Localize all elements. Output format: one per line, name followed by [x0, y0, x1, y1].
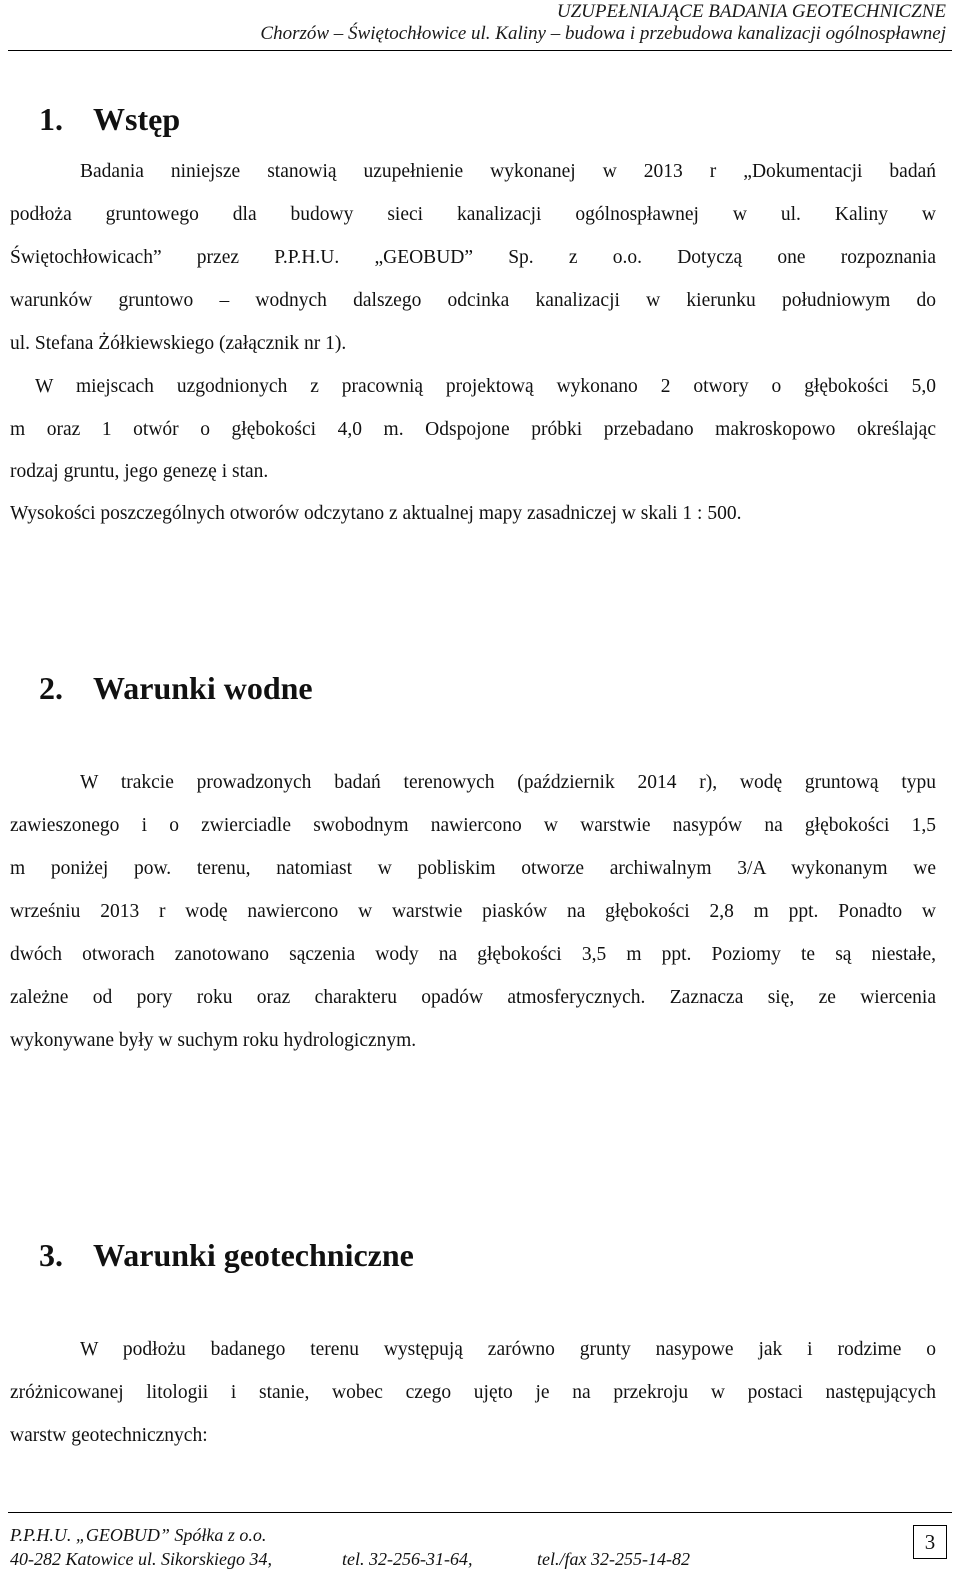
paragraph-line: zależne od pory roku oraz charakteru opadów atmosferycznych. Zaznacza się, ze wiercenia: [10, 987, 936, 1008]
section-number: 1.: [39, 101, 63, 137]
section-3-heading: [39, 1235, 414, 1275]
section-title: Warunki geotechniczne: [93, 1237, 414, 1273]
header-divider: [8, 50, 952, 51]
paragraph-line: W trakcie prowadzonych badań terenowych (październik 2014 r), wodę gruntową typu: [80, 772, 936, 793]
section-number: 2.: [39, 670, 63, 706]
paragraph-line: Świętochłowicach” przez P.P.H.U. „GEOBUD” Sp. z o.o. Dotyczą one rozpoznania: [10, 247, 936, 268]
page-number: 3: [913, 1525, 947, 1559]
paragraph-line: Wysokości poszczególnych otworów odczytano z aktualnej mapy zasadniczej w skali 1 : 500.: [10, 503, 742, 524]
section-1-heading: [39, 99, 180, 139]
footer-divider: [8, 1512, 952, 1513]
paragraph-line: wrześniu 2013 r wodę nawiercono w warstwie piasków na głębokości 2,8 m ppt. Ponadto w: [10, 901, 936, 922]
paragraph-line: ul. Stefana Żółkiewskiego (załącznik nr 1).: [10, 333, 347, 354]
section-title: Warunki wodne: [93, 670, 313, 706]
paragraph-line: warstw geotechnicznych:: [10, 1425, 208, 1446]
paragraph-line: zróżnicowanej litologii i stanie, wobec czego ujęto je na przekroju w postaci następujących: [10, 1382, 936, 1403]
document-header-title: UZUPEŁNIAJĄCE BADANIA GEOTECHNICZNE: [556, 1, 946, 22]
section-number: 3.: [39, 1237, 63, 1273]
paragraph-line: m oraz 1 otwór o głębokości 4,0 m. Odspojone próbki przebadano makroskopowo określając: [10, 419, 936, 440]
paragraph-line: m poniżej pow. terenu, natomiast w pobliskim otworze archiwalnym 3/A wykonanym we: [10, 858, 936, 879]
footer-phone: tel. 32-256-31-64,: [342, 1549, 473, 1569]
document-header-subtitle: Chorzów – Świętochłowice ul. Kaliny – budowa i przebudowa kanalizacji ogólnospławnej: [260, 23, 946, 44]
paragraph-line: wykonywane były w suchym roku hydrologicznym.: [10, 1030, 417, 1051]
paragraph-line: rodzaj gruntu, jego genezę i stan.: [10, 461, 269, 482]
paragraph-line: W miejscach uzgodnionych z pracownią projektową wykonano 2 otwory o głębokości 5,0: [35, 376, 936, 397]
paragraph-line: zawieszonego i o zwierciadle swobodnym nawiercono w warstwie nasypów na głębokości 1,5: [10, 815, 936, 836]
footer-fax: tel./fax 32-255-14-82: [537, 1549, 690, 1569]
paragraph-line: W podłożu badanego terenu występują zarówno grunty nasypowe jak i rodzime o: [80, 1339, 936, 1360]
paragraph-line: Badania niniejsze stanowią uzupełnienie wykonanej w 2013 r „Dokumentacji badań: [80, 161, 936, 182]
section-2-heading: [39, 668, 313, 708]
paragraph-line: dwóch otworach zanotowano sączenia wody na głębokości 3,5 m ppt. Poziomy te są niestałe,: [10, 944, 936, 965]
paragraph-line: warunków gruntowo – wodnych dalszego odcinka kanalizacji w kierunku południowym do: [10, 290, 936, 311]
paragraph-line: podłoża gruntowego dla budowy sieci kanalizacji ogólnospławnej w ul. Kaliny w: [10, 204, 936, 225]
footer-company: P.P.H.U. „GEOBUD” Spółka z o.o.: [10, 1525, 267, 1545]
footer-address: 40-282 Katowice ul. Sikorskiego 34,: [10, 1549, 272, 1569]
section-title: Wstęp: [93, 101, 181, 137]
